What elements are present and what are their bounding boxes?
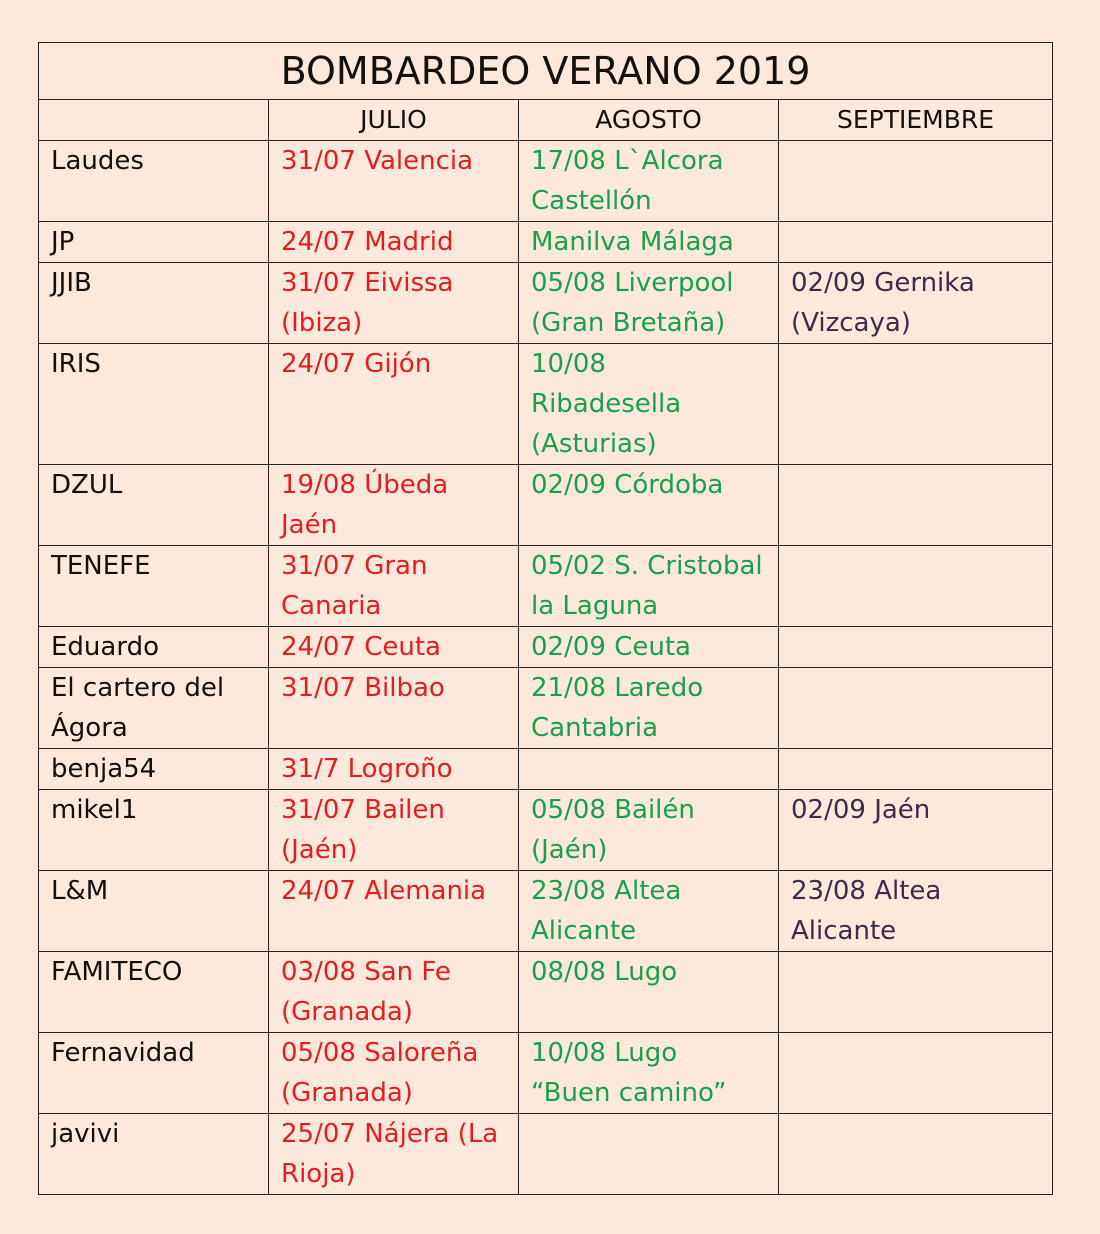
julio-cell [269, 263, 519, 344]
agosto-cell [519, 546, 779, 627]
participant-cell [39, 1114, 269, 1195]
table-row [39, 1033, 1053, 1114]
julio-entry-line: 31/07 Valencia [281, 146, 474, 176]
schedule-table [38, 42, 1053, 1195]
agosto-entry-line: 21/08 Laredo [531, 673, 704, 703]
participant-name-line: DZUL [51, 470, 123, 500]
septiembre-cell [779, 871, 1053, 952]
julio-entry-line: 31/7 Logroño [281, 754, 453, 784]
header-empty [39, 100, 269, 141]
agosto-entry-line: 05/02 S. Cristobal [531, 551, 763, 581]
participant-name-line: Laudes [51, 146, 144, 176]
julio-entry-line: 24/07 Alemania [281, 876, 487, 906]
agosto-cell [519, 344, 779, 465]
header-julio: JULIO [269, 100, 519, 141]
participant-cell [39, 546, 269, 627]
septiembre-entry-line: Alicante [791, 916, 897, 946]
participant-name-line: Eduardo [51, 632, 159, 662]
septiembre-cell [779, 344, 1053, 465]
participant-name-line: mikel1 [51, 795, 138, 825]
agosto-cell [519, 263, 779, 344]
septiembre-entry-line: 23/08 Altea [791, 876, 942, 906]
julio-cell [269, 546, 519, 627]
septiembre-cell [779, 952, 1053, 1033]
septiembre-cell [779, 749, 1053, 790]
participant-cell [39, 668, 269, 749]
participant-cell [39, 141, 269, 222]
julio-cell [269, 668, 519, 749]
julio-entry-line: 24/07 Madrid [281, 227, 454, 257]
agosto-cell [519, 952, 779, 1033]
agosto-entry-line: 02/09 Ceuta [531, 632, 691, 662]
agosto-entry-line: “Buen camino” [531, 1078, 727, 1108]
participant-cell [39, 749, 269, 790]
agosto-entry-line: Manilva Málaga [531, 227, 734, 257]
table-row [39, 871, 1053, 952]
agosto-entry-line: 02/09 Córdoba [531, 470, 724, 500]
agosto-cell [519, 749, 779, 790]
julio-entry-line: (Jaén) [281, 835, 358, 865]
participant-name-line: JP [51, 227, 75, 257]
agosto-entry-line: (Gran Bretaña) [531, 308, 726, 338]
agosto-entry-line: 05/08 Bailén [531, 795, 695, 825]
page-title: BOMBARDEO VERANO 2019 [39, 43, 1053, 100]
septiembre-cell [779, 465, 1053, 546]
participant-name-line: JJIB [51, 268, 92, 298]
participant-name-line: Ágora [51, 713, 128, 743]
agosto-entry-line: 10/08 Lugo [531, 1038, 678, 1068]
table-row [39, 1114, 1053, 1195]
julio-cell [269, 465, 519, 546]
julio-cell [269, 871, 519, 952]
septiembre-cell [779, 1033, 1053, 1114]
septiembre-cell [779, 1114, 1053, 1195]
septiembre-cell [779, 222, 1053, 263]
julio-entry-line: 03/08 San Fe [281, 957, 451, 987]
agosto-entry-line: (Jaén) [531, 835, 608, 865]
participant-name-line: IRIS [51, 349, 101, 379]
participant-name-line: FAMITECO [51, 957, 183, 987]
table-row [39, 465, 1053, 546]
participant-cell [39, 952, 269, 1033]
septiembre-cell [779, 627, 1053, 668]
septiembre-entry-line: 02/09 Gernika [791, 268, 975, 298]
table-row [39, 627, 1053, 668]
julio-cell [269, 344, 519, 465]
julio-entry-line: 31/07 Bilbao [281, 673, 445, 703]
table-row [39, 749, 1053, 790]
table-row [39, 952, 1053, 1033]
agosto-cell [519, 1114, 779, 1195]
participant-cell [39, 465, 269, 546]
participant-name-line: TENEFE [51, 551, 151, 581]
table-row [39, 344, 1053, 465]
table-row [39, 141, 1053, 222]
julio-cell [269, 790, 519, 871]
participant-name-line: javivi [51, 1119, 120, 1149]
participant-name-line: benja54 [51, 754, 157, 784]
participant-name-line: L&M [51, 876, 109, 906]
julio-entry-line: 31/07 Eivissa [281, 268, 454, 298]
agosto-cell [519, 668, 779, 749]
julio-entry-line: Canaria [281, 591, 382, 621]
julio-cell [269, 749, 519, 790]
agosto-entry-line: 08/08 Lugo [531, 957, 678, 987]
julio-entry-line: 31/07 Gran [281, 551, 428, 581]
agosto-cell [519, 1033, 779, 1114]
agosto-cell [519, 465, 779, 546]
agosto-entry-line: Castellón [531, 186, 652, 216]
participant-cell [39, 790, 269, 871]
septiembre-cell [779, 263, 1053, 344]
schedule-body [39, 141, 1053, 1195]
table-row [39, 546, 1053, 627]
agosto-entry-line: 05/08 Liverpool [531, 268, 734, 298]
header-agosto: AGOSTO [519, 100, 779, 141]
julio-entry-line: 05/08 Saloreña [281, 1038, 479, 1068]
agosto-entry-line: Ribadesella [531, 389, 682, 419]
participant-name-line: Fernavidad [51, 1038, 195, 1068]
septiembre-cell [779, 668, 1053, 749]
julio-cell [269, 222, 519, 263]
table-row [39, 790, 1053, 871]
agosto-entry-line: Cantabria [531, 713, 659, 743]
title-row [39, 43, 1053, 100]
julio-cell [269, 141, 519, 222]
table-row [39, 222, 1053, 263]
julio-entry-line: 31/07 Bailen [281, 795, 445, 825]
agosto-entry-line: 17/08 L`Alcora [531, 146, 724, 176]
agosto-entry-line: 10/08 [531, 349, 606, 379]
septiembre-cell [779, 790, 1053, 871]
julio-entry-line: Jaén [281, 510, 338, 540]
julio-entry-line: Rioja) [281, 1159, 356, 1189]
agosto-cell [519, 790, 779, 871]
julio-cell [269, 952, 519, 1033]
julio-entry-line: 24/07 Ceuta [281, 632, 441, 662]
agosto-entry-line: (Asturias) [531, 429, 657, 459]
septiembre-cell [779, 141, 1053, 222]
julio-entry-line: 25/07 Nájera (La [281, 1119, 499, 1149]
agosto-entry-line: la Laguna [531, 591, 659, 621]
participant-cell [39, 627, 269, 668]
participant-cell [39, 263, 269, 344]
julio-entry-line: 19/08 Úbeda [281, 470, 449, 500]
julio-cell [269, 627, 519, 668]
header-septiembre: SEPTIEMBRE [779, 100, 1053, 141]
table-row [39, 263, 1053, 344]
participant-cell [39, 222, 269, 263]
month-header-row [39, 100, 1053, 141]
participant-cell [39, 344, 269, 465]
septiembre-cell [779, 546, 1053, 627]
agosto-cell [519, 627, 779, 668]
participant-cell [39, 1033, 269, 1114]
septiembre-entry-line: 02/09 Jaén [791, 795, 931, 825]
agosto-cell [519, 871, 779, 952]
julio-cell [269, 1114, 519, 1195]
agosto-cell [519, 222, 779, 263]
agosto-cell [519, 141, 779, 222]
julio-entry-line: 24/07 Gijón [281, 349, 432, 379]
julio-entry-line: (Granada) [281, 997, 413, 1027]
participant-cell [39, 871, 269, 952]
septiembre-entry-line: (Vizcaya) [791, 308, 911, 338]
agosto-entry-line: Alicante [531, 916, 637, 946]
julio-entry-line: (Granada) [281, 1078, 413, 1108]
julio-cell [269, 1033, 519, 1114]
table-row [39, 668, 1053, 749]
julio-entry-line: (Ibiza) [281, 308, 363, 338]
agosto-entry-line: 23/08 Altea [531, 876, 682, 906]
participant-name-line: El cartero del [51, 673, 225, 703]
